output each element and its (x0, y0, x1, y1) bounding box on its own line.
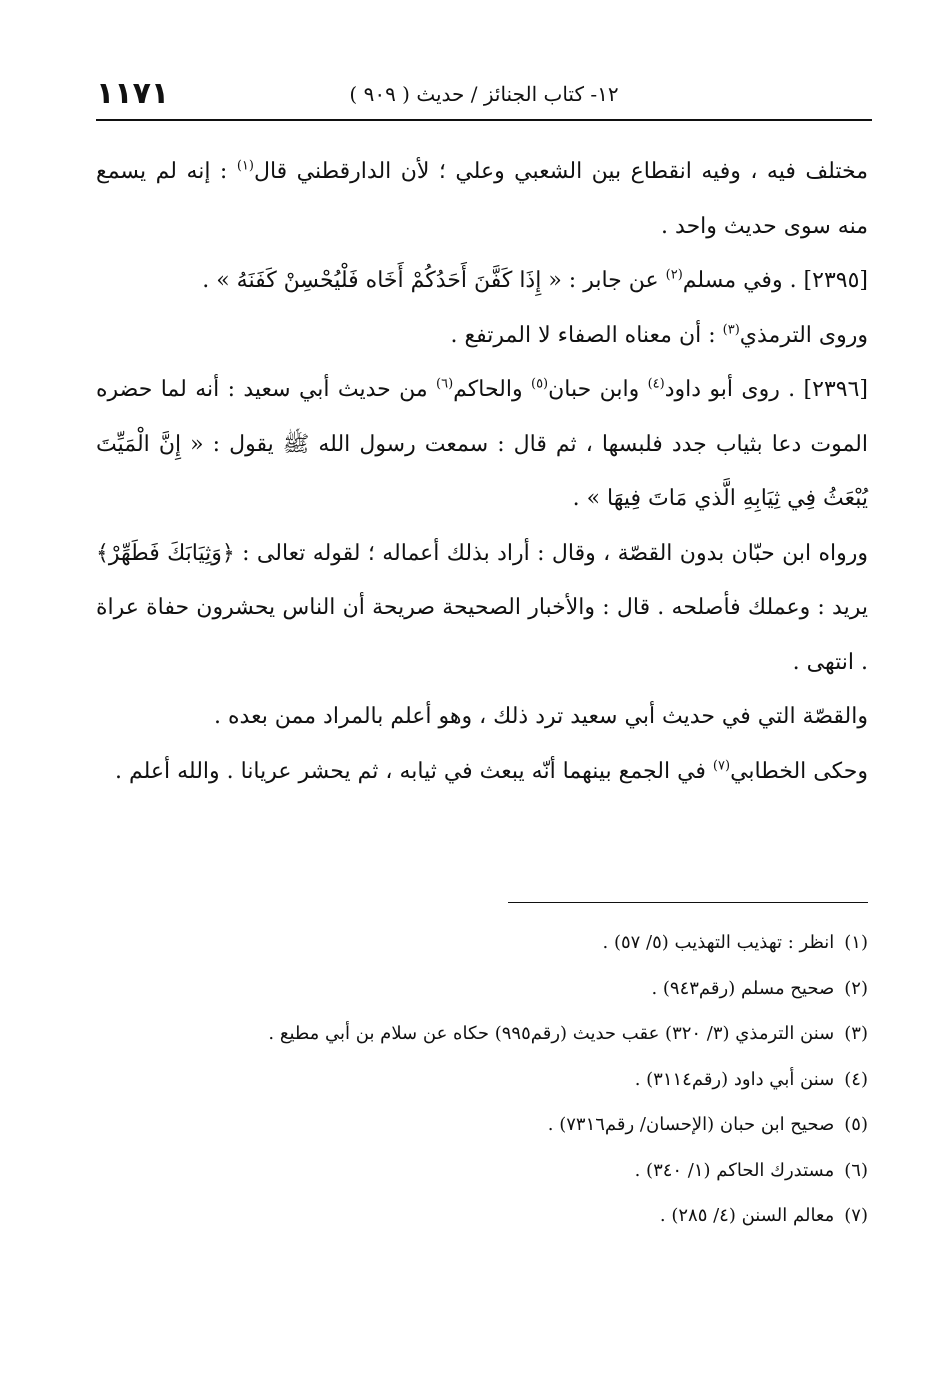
footnote (96, 1196, 868, 1242)
paragraph (96, 363, 868, 527)
text-run: من حديث أبي سعيد : أنه لما حضره الموت دعا بثياب جدد فلبسها ، ثم قال : سمعت رسول الله ﷺ يقول : « إِنَّ الْمَيِّتَ يُبْعَثُ فِي ثِيَابِهِ الَّذي مَاتَ فِيهَا » . (96, 377, 868, 511)
paragraph (96, 145, 868, 254)
footnotes (96, 923, 868, 1242)
text-run: ورواه ابن حبّان بدون القصّة ، وقال : أراد بذلك أعماله ؛ لقوله تعالى : ﴿وَثِيَابَكَ فَطَهِّرْ﴾ يريد : وعملك فأصلحه . قال : والأخبار الصحيحة صريحة أن الناس يحشرون حفاة عراة . انتهى . (96, 540, 868, 675)
paragraph (96, 745, 868, 800)
footnote (96, 969, 868, 1015)
paragraph (96, 527, 868, 691)
footnote-text: صحيح مسلم (رقم٩٤٣) . (651, 977, 835, 999)
footnote-ref[interactable]: (٤) (647, 376, 665, 392)
footnote-number: (٤) (844, 1068, 868, 1090)
text-run: والحاكم (453, 377, 531, 402)
footnote (96, 1060, 868, 1106)
footnote-text: سنن الترمذي (٣/ ٣٢٠) عقب حديث (رقم٩٩٥) حكاه عن سلام بن أبي مطيع . (268, 1023, 835, 1044)
header-rule (96, 119, 872, 121)
footnote-text: سنن أبي داود (رقم٣١١٤) . (634, 1068, 835, 1090)
footnote-ref[interactable]: (٧) (712, 758, 731, 774)
main-text (96, 145, 868, 799)
footnote-ref[interactable]: (٥) (530, 376, 549, 392)
page-number: ١١٧١ (96, 76, 170, 111)
text-run: وحكى الخطابي (730, 758, 868, 784)
footnote-ref[interactable]: (٣) (722, 322, 740, 338)
text-run: مختلف فيه ، وفيه انقطاع بين الشعبي وعلي ؛ لأن الدارقطني قال (253, 159, 869, 184)
paragraph (96, 690, 868, 745)
paragraph (96, 309, 868, 364)
footnote-text: معالم السنن (٤/ ٢٨٥) . (659, 1205, 835, 1226)
footnote (96, 923, 868, 969)
text-run: [٢٣٩٦] . روى أبو داود (664, 377, 868, 402)
footnote-ref[interactable]: (١) (236, 158, 254, 174)
text-run: في الجمع بينهما أنّه يبعث في ثيابه ، ثم يحشر عريانا . والله أعلم . (114, 758, 713, 784)
footnote-number: (٧) (844, 1205, 868, 1226)
text-run: والقصّة التي في حديث أبي سعيد ترد ذلك ، وهو أعلم بالمراد ممن بعده . (214, 704, 868, 729)
footnote-number: (١) (844, 932, 868, 953)
text-run: وابن حبان (548, 377, 648, 402)
footnote-text: صحيح ابن حبان (الإحسان/ رقم٧٣١٦) . (547, 1114, 835, 1135)
paragraph (96, 254, 868, 309)
text-run: وروى الترمذي (739, 322, 868, 348)
text-run: [٢٣٩٥] . وفي مسلم (682, 268, 868, 293)
footnote-ref[interactable]: (٦) (436, 376, 454, 392)
footnote-ref[interactable]: (٢) (665, 267, 683, 283)
footnote-number: (٢) (844, 977, 868, 999)
footnote (96, 1014, 868, 1060)
text-run: : إنه لم يسمع منه سوى حديث واحد . (96, 159, 868, 239)
footnote-number: (٦) (844, 1159, 868, 1181)
page-header (96, 70, 872, 118)
footnote-number: (٣) (844, 1023, 868, 1044)
footnote-separator (508, 902, 868, 903)
footnote-number: (٥) (844, 1114, 868, 1135)
footnote (96, 1105, 868, 1151)
text-run: عن جابر : « إِذَا كَفَّنَ أَحَدُكُمْ أَخَاه فَلْيُحْسِنْ كَفَنَهُ » . (202, 268, 666, 293)
footnote-text: مستدرك الحاكم (١/ ٣٤٠) . (634, 1159, 835, 1181)
footnote-text: انظر : تهذيب التهذيب (٥/ ٥٧) . (602, 932, 835, 953)
text-run: : أن معناه الصفاء لا المرتفع . (450, 322, 723, 348)
running-title: ١٢- كتاب الجنائز / حديث ( ٩٠٩ ) (349, 82, 619, 106)
footnote (96, 1151, 868, 1197)
